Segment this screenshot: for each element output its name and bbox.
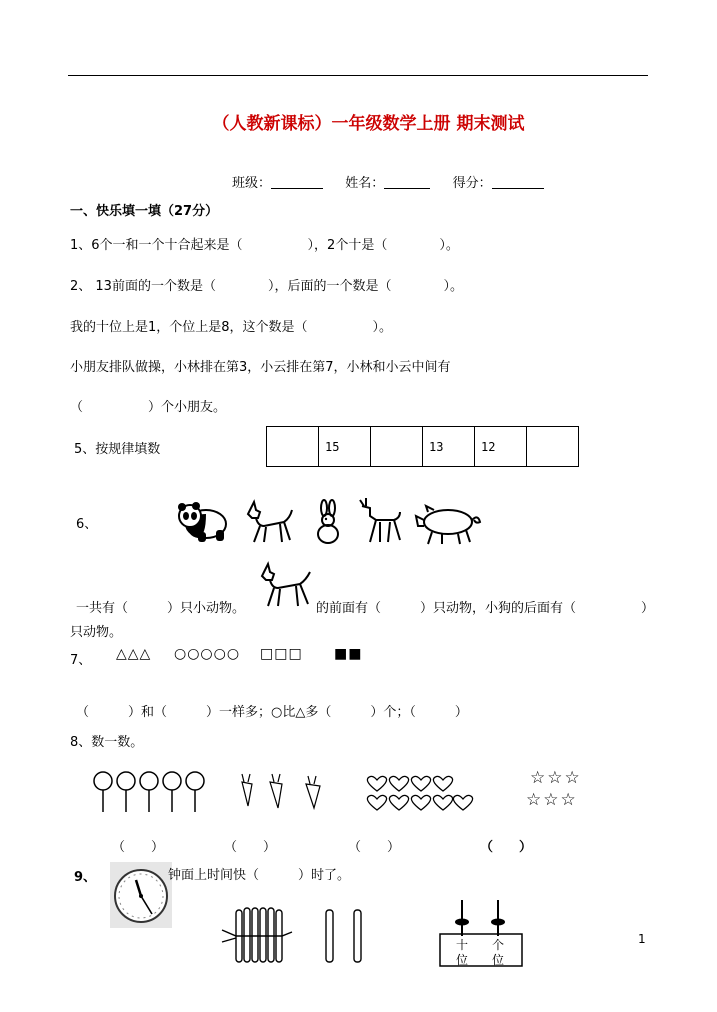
question-6-label: 6、 [76, 517, 98, 532]
answer-carrots: （ ） [224, 840, 277, 855]
panda-icon [176, 496, 228, 544]
number-sequence-table [266, 426, 579, 467]
dog-icon [258, 562, 314, 610]
question-4-line2: （ ）个小朋友。 [70, 400, 227, 415]
question-1: 1、6个一和一个十合起来是（ ），2个十是（ ）。 [70, 238, 459, 253]
question-6-line1b: 的前面有（ ）只动物，小狗的后面有（ ） [316, 601, 655, 616]
class-blank [271, 176, 323, 189]
question-8-label: 8、数一数。 [70, 735, 144, 750]
question-6-line1a: 一共有（ ）只小动物。 [76, 601, 246, 616]
single-sticks-icon [320, 908, 370, 962]
question-2: 2、 13前面的一个数是（ ），后面的一个数是（ ）。 [70, 279, 463, 294]
question-3: 我的十位上是1，个位上是8，这个数是（ ）。 [70, 320, 393, 335]
question-9-text: 钟面上时间快（ ）时了。 [168, 868, 351, 883]
answer-hearts: （ ） [348, 840, 401, 855]
sequence-cell: 12 [475, 427, 527, 467]
question-9-label: 9、 [74, 870, 97, 885]
filled-square-group: ■■ [334, 646, 363, 662]
question-6-line2: 只动物。 [70, 625, 123, 640]
answer-stars: （ ） [480, 840, 533, 855]
sequence-cell: 13 [423, 427, 475, 467]
star-row-1: ☆☆☆ [530, 768, 582, 788]
rabbit-icon [312, 500, 346, 546]
abacus-tens-label: 十 [456, 938, 469, 952]
abacus-place-label: 位 [492, 953, 505, 967]
student-info [232, 172, 544, 191]
lollipop-icon [92, 770, 208, 814]
pig-icon [414, 502, 484, 548]
answer-lollipops: （ ） [112, 840, 165, 855]
class-label: 班级： [232, 176, 272, 191]
carrot-icon [234, 772, 334, 810]
sequence-cell [267, 427, 319, 467]
score-label: 得分： [452, 176, 492, 191]
triangle-group: △△△ [116, 646, 152, 662]
abacus-place-label: 位 [456, 953, 469, 967]
name-label: 姓名： [345, 176, 385, 191]
sequence-cell [527, 427, 579, 467]
abacus-icon [438, 898, 524, 968]
circle-group: ○○○○○ [174, 646, 241, 662]
name-blank [384, 176, 430, 189]
score-blank [492, 176, 544, 189]
square-group: □□□ [260, 646, 303, 662]
heart-icon [364, 772, 476, 812]
stick-bundle-icon [218, 902, 294, 962]
top-rule [68, 75, 648, 76]
star-row-2: ☆☆☆ [526, 790, 578, 810]
sequence-cell: 15 [319, 427, 371, 467]
question-7-label: 7、 [70, 653, 92, 668]
clock-icon [110, 862, 172, 928]
abacus-ones-label: 个 [492, 938, 505, 952]
page-title: （人教新课标）一年级数学上册 期末测试 [212, 114, 525, 134]
question-4-line1: 小朋友排队做操，小林排在第3，小云排在第7，小林和小云中间有 [70, 360, 451, 375]
page-number: 1 [638, 932, 646, 946]
deer-icon [356, 496, 404, 546]
sequence-cell [371, 427, 423, 467]
question-5-label: 5、按规律填数 [74, 442, 161, 457]
dog-icon [244, 500, 296, 546]
section-heading: 一、快乐填一填（27分） [70, 204, 219, 219]
question-7-answer: （ ）和（ ）一样多；○比△多（ ）个；（ ） [76, 705, 468, 720]
